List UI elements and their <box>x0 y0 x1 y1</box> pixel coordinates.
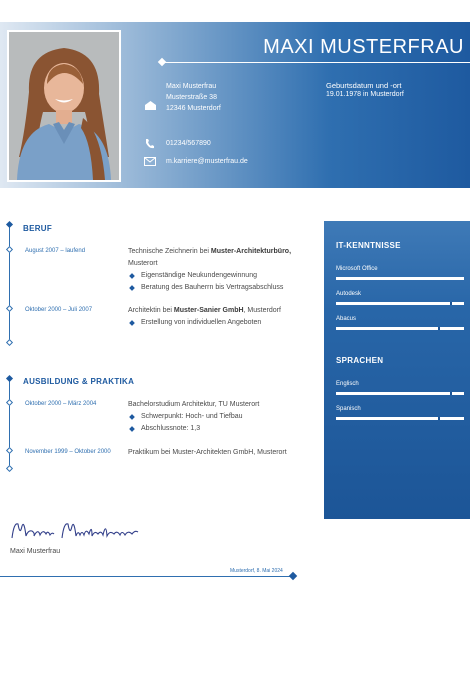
skill-bar <box>336 277 464 280</box>
address-name: Maxi Musterfrau <box>166 83 217 90</box>
beruf-title: BERUF <box>23 224 53 233</box>
email-icon <box>144 157 156 169</box>
job-role: Technische Zeichnerin bei <box>128 248 211 255</box>
skill-bar <box>336 302 464 305</box>
job-bullet: Erstellung von individuellen Angeboten <box>128 317 318 329</box>
education-entry <box>128 399 318 435</box>
education-entry <box>128 447 308 459</box>
job-location: , Musterdorf <box>243 307 281 314</box>
place-date: Musterdorf, 8. Mai 2024 <box>230 568 283 574</box>
entry-date: November 1999 – Oktober 2000 <box>25 449 111 455</box>
footer-line <box>0 576 294 577</box>
timeline-marker <box>6 305 13 312</box>
education-bullet: Schwerpunkt: Hoch- und Tiefbau <box>128 411 318 423</box>
applicant-name: MAXI MUSTERFRAU <box>263 36 464 58</box>
job-company: Muster-Architekturbüro, <box>210 248 292 255</box>
job-role: Architektin bei <box>128 307 174 314</box>
ausbildung-timeline <box>9 379 10 469</box>
footer-dot <box>289 572 297 580</box>
job-bullet: Beratung des Bauherrn bis Vertragsabschluss <box>128 282 318 294</box>
skill-label: Microsoft Office <box>336 266 378 272</box>
skill-bar <box>336 327 464 330</box>
birth-block <box>326 81 404 99</box>
it-skills-title: IT-KENNTNISSE <box>336 241 401 250</box>
skill-label: Autodesk <box>336 291 362 297</box>
education-bullet: Abschlussnote: 1,3 <box>128 423 318 435</box>
entry-date: August 2007 – laufend <box>25 248 86 254</box>
language-label: Spanisch <box>336 406 361 412</box>
language-bar <box>336 392 464 395</box>
address-city: 12346 Musterdorf <box>166 105 221 112</box>
education-text: Praktikum bei Muster-Architekten GmbH, Musterort <box>128 449 287 456</box>
birth-value: 19.01.1978 in Musterdorf <box>326 91 404 98</box>
job-entry <box>128 305 318 329</box>
handwritten-signature <box>10 516 140 548</box>
job-bullet: Eigenständige Neukundengewinnung <box>128 270 318 282</box>
header-divider-line <box>162 62 470 63</box>
entry-date: Oktober 2000 – März 2004 <box>25 401 97 407</box>
signature-name: Maxi Musterfrau <box>10 548 61 555</box>
timeline-marker <box>6 221 13 228</box>
skills-sidebar <box>324 221 470 519</box>
home-icon <box>144 100 157 114</box>
job-entry <box>128 246 318 294</box>
profile-photo <box>7 30 121 182</box>
ausbildung-title: AUSBILDUNG & PRAKTIKA <box>23 377 135 386</box>
timeline-marker <box>6 375 13 382</box>
entry-date: Oktober 2000 – Juli 2007 <box>25 307 93 313</box>
phone-number: 01234/567890 <box>166 140 211 147</box>
timeline-end-marker <box>6 339 13 346</box>
skill-label: Abacus <box>336 316 357 322</box>
timeline-marker <box>6 447 13 454</box>
language-label: Englisch <box>336 381 359 387</box>
timeline-marker <box>6 399 13 406</box>
job-company: Muster-Sanier GmbH <box>173 307 244 314</box>
languages-title: SPRACHEN <box>336 356 384 365</box>
phone-icon <box>145 138 154 152</box>
address-block <box>166 81 221 114</box>
timeline-end-marker <box>6 465 13 472</box>
email-address: m.karriere@musterfrau.de <box>166 158 248 165</box>
job-location: Musterort <box>128 260 158 267</box>
language-bar <box>336 417 464 420</box>
timeline-marker <box>6 246 13 253</box>
education-text: Bachelorstudium Architektur, TU Musterort <box>128 401 260 408</box>
birth-label: Geburtsdatum und -ort <box>326 81 402 90</box>
beruf-timeline <box>9 225 10 343</box>
address-street: Musterstraße 38 <box>166 94 217 101</box>
